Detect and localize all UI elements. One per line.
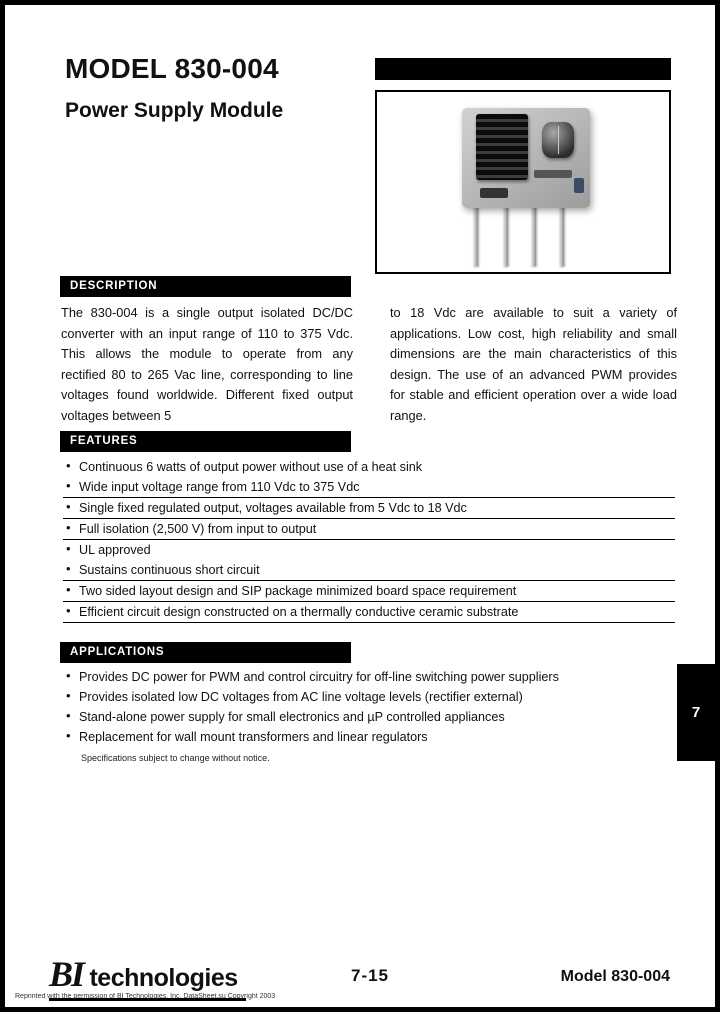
component (480, 188, 508, 198)
features-list (63, 457, 675, 623)
feature-item: • Efficient circuit design constructed on a thermally conductive ceramic substrate (63, 602, 675, 623)
applications-list (63, 667, 675, 747)
footer-model-number: Model 830-004 (560, 968, 670, 985)
feature-item: • Wide input voltage range from 110 Vdc to 375 Vdc (63, 477, 675, 498)
photo-top-bar (375, 58, 671, 80)
component (574, 178, 584, 193)
feature-item: • Two sided layout design and SIP package minimized board space requirement (63, 581, 675, 602)
module-pin (531, 200, 536, 266)
product-photo (375, 90, 671, 274)
spec-change-note: Specifications subject to change without notice. (81, 753, 270, 763)
application-item: • Provides isolated low DC voltages from AC line voltage levels (rectifier external) (63, 687, 675, 707)
chapter-tab (677, 664, 715, 761)
application-item: • Stand-alone power supply for small electronics and µP controlled appliances (63, 707, 675, 727)
application-item: • Replacement for wall mount transformers and linear regulators (63, 727, 675, 747)
section-heading-features: FEATURES (60, 431, 351, 452)
transformer-coil (476, 114, 528, 180)
description-column-left: The 830-004 is a single output isolated DC/DC converter with an input range of 110 to 375 Vdc. This allows the module to operate from any rectified 80 to 265 Vac line, corresponding to line voltages found worldwide. Different fixed output voltages between 5 (61, 305, 353, 423)
application-item: • Provides DC power for PWM and control circuitry for off-line switching power suppliers (63, 667, 675, 687)
feature-item: • Continuous 6 watts of output power without use of a heat sink (63, 457, 675, 477)
brand-logo-mark: BI (49, 954, 84, 994)
feature-item: • UL approved (63, 540, 675, 560)
module-body (462, 108, 590, 208)
component (534, 170, 572, 178)
feature-item: • Sustains continuous short circuit (63, 560, 675, 581)
description-column-right: to 18 Vdc are available to suit a variety of applications. Low cost, high reliability and small dimensions are the main characteristics of this design. The use of an advanced PWM provides for stable and efficient operation over a wide load range. (390, 305, 677, 423)
feature-item: • Full isolation (2,500 V) from input to output (63, 519, 675, 540)
page-title: MODEL 830-004 (65, 53, 279, 84)
chapter-tab-number: 7 (691, 704, 701, 721)
module-pin (503, 200, 508, 266)
section-heading-description: DESCRIPTION (60, 276, 351, 297)
brand-logo-text: technologies (89, 964, 238, 992)
page-subtitle: Power Supply Module (65, 99, 284, 122)
module-pin (559, 200, 564, 266)
page-number: 7-15 (350, 966, 390, 985)
module-pin (473, 200, 478, 266)
copyright-fine-print: Reprinted with the permission of BI Technologies, Inc. DataSheet.su Copyright 2003 (15, 993, 276, 1000)
feature-item: • Single fixed regulated output, voltages available from 5 Vdc to 18 Vdc (63, 498, 675, 519)
capacitor (542, 122, 574, 158)
section-heading-applications: APPLICATIONS (60, 642, 351, 663)
